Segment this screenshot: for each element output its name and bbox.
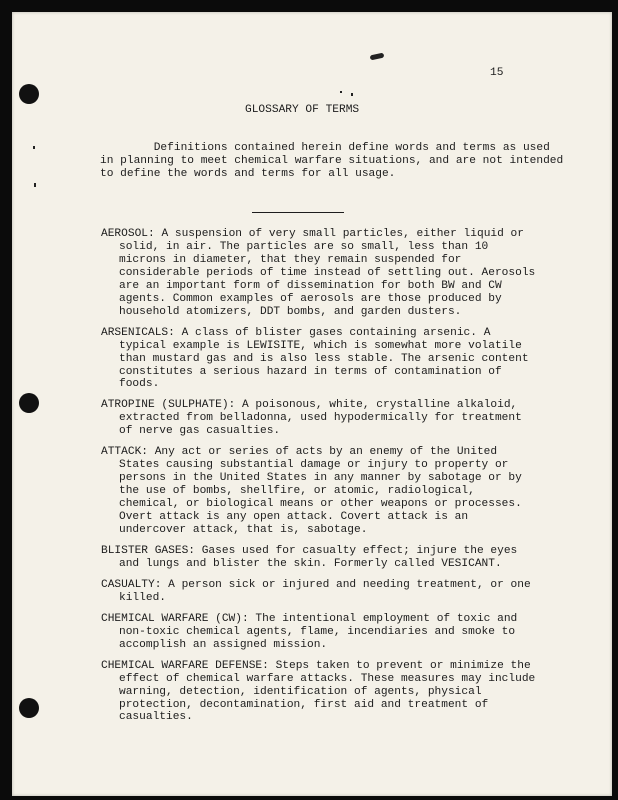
intro-line: to define the words and terms for all usage. (100, 167, 396, 180)
binder-hole-bottom (19, 698, 39, 718)
glossary-entry (101, 228, 541, 319)
page-number: 15 (490, 67, 504, 79)
glossary-entry (101, 660, 541, 725)
entry-term: CASUALTY: (101, 578, 162, 591)
glossary-entry (101, 545, 541, 571)
glossary-entry (101, 613, 541, 652)
page-title: GLOSSARY OF TERMS (245, 104, 360, 116)
binder-hole-top (19, 84, 39, 104)
glossary-entry (101, 579, 541, 605)
ink-speck (351, 93, 353, 96)
entry-definition: A suspension of very small particles, either liquid or solid, in air. The particles are so small, less than 10 microns in diameter, that they remain suspended for considerable periods of time instead of settling out. Aerosols are an important form of dissemination for both BW and CW agents. Common examples of aerosols are those produced by household atomizers, DDT bombs, and garden dusters. (119, 228, 536, 318)
intro-line: Definitions contained herein define words and terms as used (100, 142, 550, 154)
entry-term: BLISTER GASES: (101, 544, 195, 557)
margin-speck (34, 183, 36, 187)
intro-paragraph (100, 142, 563, 181)
glossary-entry (101, 327, 541, 392)
ink-speck (340, 91, 342, 93)
entry-term: ATROPINE (SULPHATE): (101, 399, 236, 412)
binder-hole-middle (19, 393, 39, 413)
entry-term: CHEMICAL WARFARE DEFENSE: (101, 659, 269, 672)
entry-definition: Gases used for casualty effect; injure the eyes and lungs and blister the skin. Formerly called VESICANT. (119, 544, 518, 570)
glossary-entry (101, 399, 541, 438)
entry-definition: Any act or series of acts by an enemy of the United States causing substantial damage or injury to property or persons in the United States in any manner by sabotage or by the use of bombs, shellfire, or atomic, radiological, chemical, or biological means or other weapons or processes. Overt attack is any open attack. Covert attack is an undercover attack, that is, sabotage. (119, 446, 522, 537)
entry-term: AEROSOL: (101, 228, 155, 240)
entry-definition: A person sick or injured and needing treatment, or one killed. (119, 578, 531, 604)
entry-term: ARSENICALS: (101, 326, 175, 339)
margin-speck (33, 146, 35, 149)
entry-term: ATTACK: (101, 446, 148, 459)
entry-definition: The intentional employment of toxic and non-toxic chemical agents, flame, incendiaries and smoke to accomplish an assigned mission. (119, 612, 518, 651)
entry-term: CHEMICAL WARFARE (CW): (101, 612, 249, 625)
glossary-list (101, 228, 541, 732)
section-divider (252, 212, 344, 213)
entry-definition: A class of blister gases containing arsenic. A typical example is LEWISITE, which is somewhat more volatile than mustard gas and is also less stable. The arsenic content constitutes a serious hazard in terms of contamination of foods. (119, 326, 529, 391)
glossary-entry (101, 446, 541, 537)
entry-definition: A poisonous, white, crystalline alkaloid, extracted from belladonna, used hypodermically for treatment of nerve gas casualties. (119, 399, 522, 438)
entry-definition: Steps taken to prevent or minimize the effect of chemical warfare attacks. These measures may include warning, detection, identification of agents, physical protection, decontamination, first aid and treatment of casualties. (119, 659, 536, 724)
intro-line: in planning to meet chemical warfare situations, and are not intended (100, 154, 564, 167)
